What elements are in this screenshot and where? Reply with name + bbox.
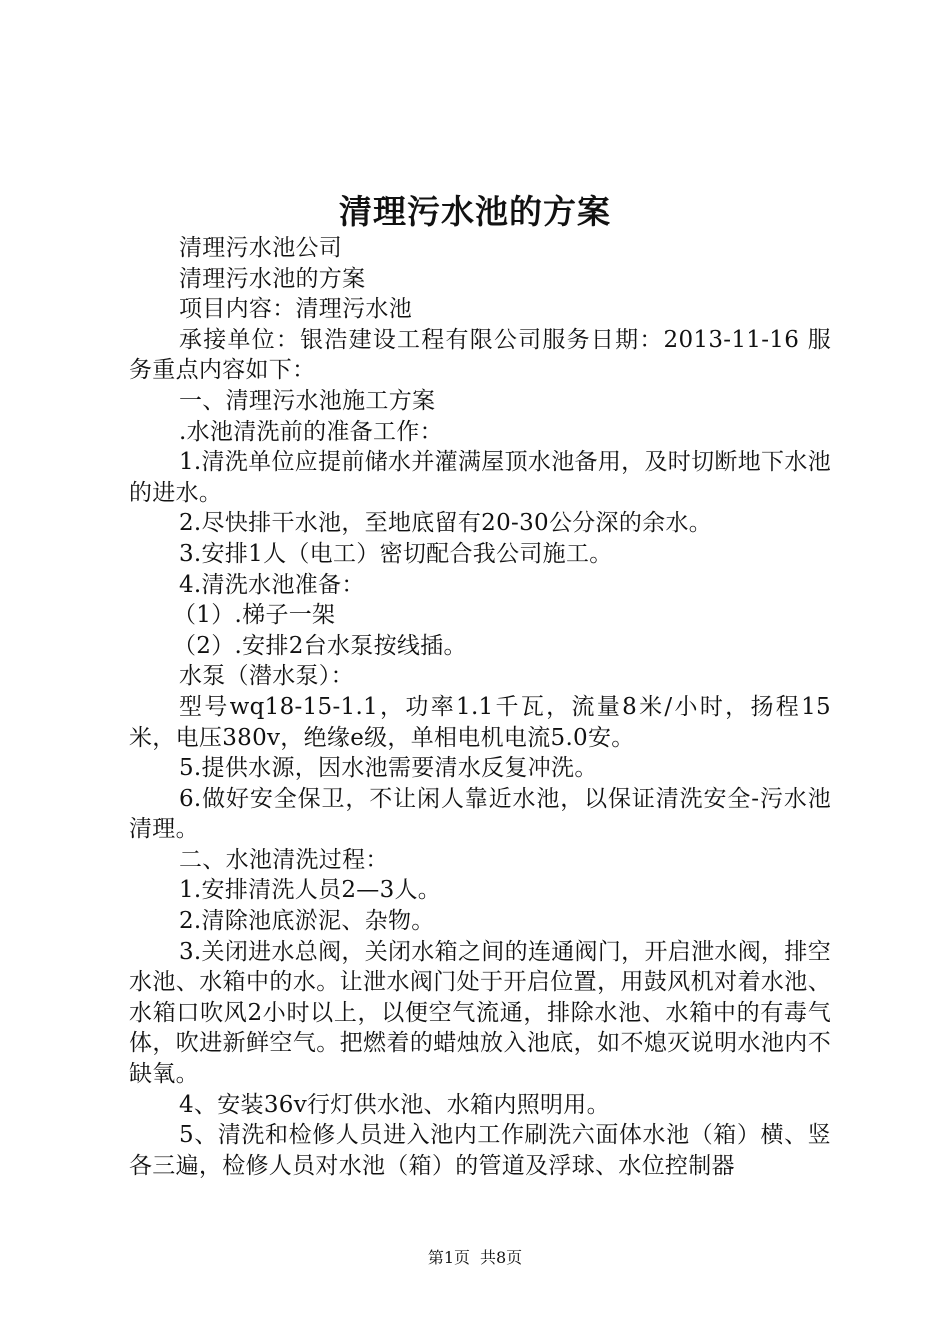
paragraph: 项目内容：清理污水池 <box>179 296 412 323</box>
list-item: 4、安装36v行灯供水池、水箱内照明用。 <box>179 1091 610 1118</box>
paragraph: 承接单位：银浩建设工程有限公司服务日期：2013-11-16 服务重点内容如下： <box>129 326 831 384</box>
list-item: （2）.安排2台水泵按线插。 <box>173 632 467 659</box>
page-total: 共8页 <box>480 1248 523 1267</box>
page-number: 第1页 <box>427 1248 470 1267</box>
list-item: 1.清洗单位应提前储水并灌满屋顶水池备用，及时切断地下水池的进水。 <box>129 449 831 506</box>
list-item: 1.安排清洗人员2—3人。 <box>179 877 442 904</box>
paragraph: 水泵（潜水泵）： <box>179 663 354 690</box>
paragraph: .水池清洗前的准备工作： <box>179 418 443 445</box>
paragraph: 型号wq18-15-1.1，功率1.1千瓦，流量8米/小时，扬程15米，电压380v，绝缘e级，单相电机电流5.0安。 <box>129 693 831 751</box>
list-item: （1）.梯子一架 <box>173 602 336 629</box>
list-item: 5、清洗和检修人员进入池内工作刷洗六面体水池（箱）横、竖各三遍，检修人员对水池（箱）的管道及浮球、水位控制器 <box>129 1122 831 1179</box>
section-heading: 一、清理污水池施工方案 <box>179 387 436 414</box>
list-item: 3.关闭进水总阀，关闭水箱之间的连通阀门，开启泄水阀，排空水池、水箱中的水。让泄水阀门处于开启位置，用鼓风机对着水池、水箱口吹风2小时以上，以便空气流通，排除水池、水箱中的有毒气体，吹进新鲜空气。把燃着的蜡烛放入池底，如不熄灭说明水池内不缺氧。 <box>129 938 831 1088</box>
document-body <box>129 233 831 1181</box>
section-heading: 二、水池清洗过程： <box>179 846 389 873</box>
list-item: 5.提供水源，因水池需要清水反复冲洗。 <box>179 755 598 782</box>
list-item: 4.清洗水池准备： <box>179 571 365 598</box>
list-item: 6.做好安全保卫，不让闲人靠近水池，以保证清洗安全-污水池清理。 <box>129 785 831 843</box>
list-item: 3.安排1人（电工）密切配合我公司施工。 <box>179 540 613 567</box>
page-footer <box>0 1245 950 1268</box>
list-item: 2.尽快排干水池，至地底留有20-30公分深的余水。 <box>179 510 713 537</box>
list-item: 2.清除池底淤泥、杂物。 <box>179 908 435 935</box>
document-title: 清理污水池的方案 <box>339 192 611 231</box>
paragraph: 清理污水池公司 <box>179 235 343 261</box>
paragraph: 清理污水池的方案 <box>179 265 366 292</box>
